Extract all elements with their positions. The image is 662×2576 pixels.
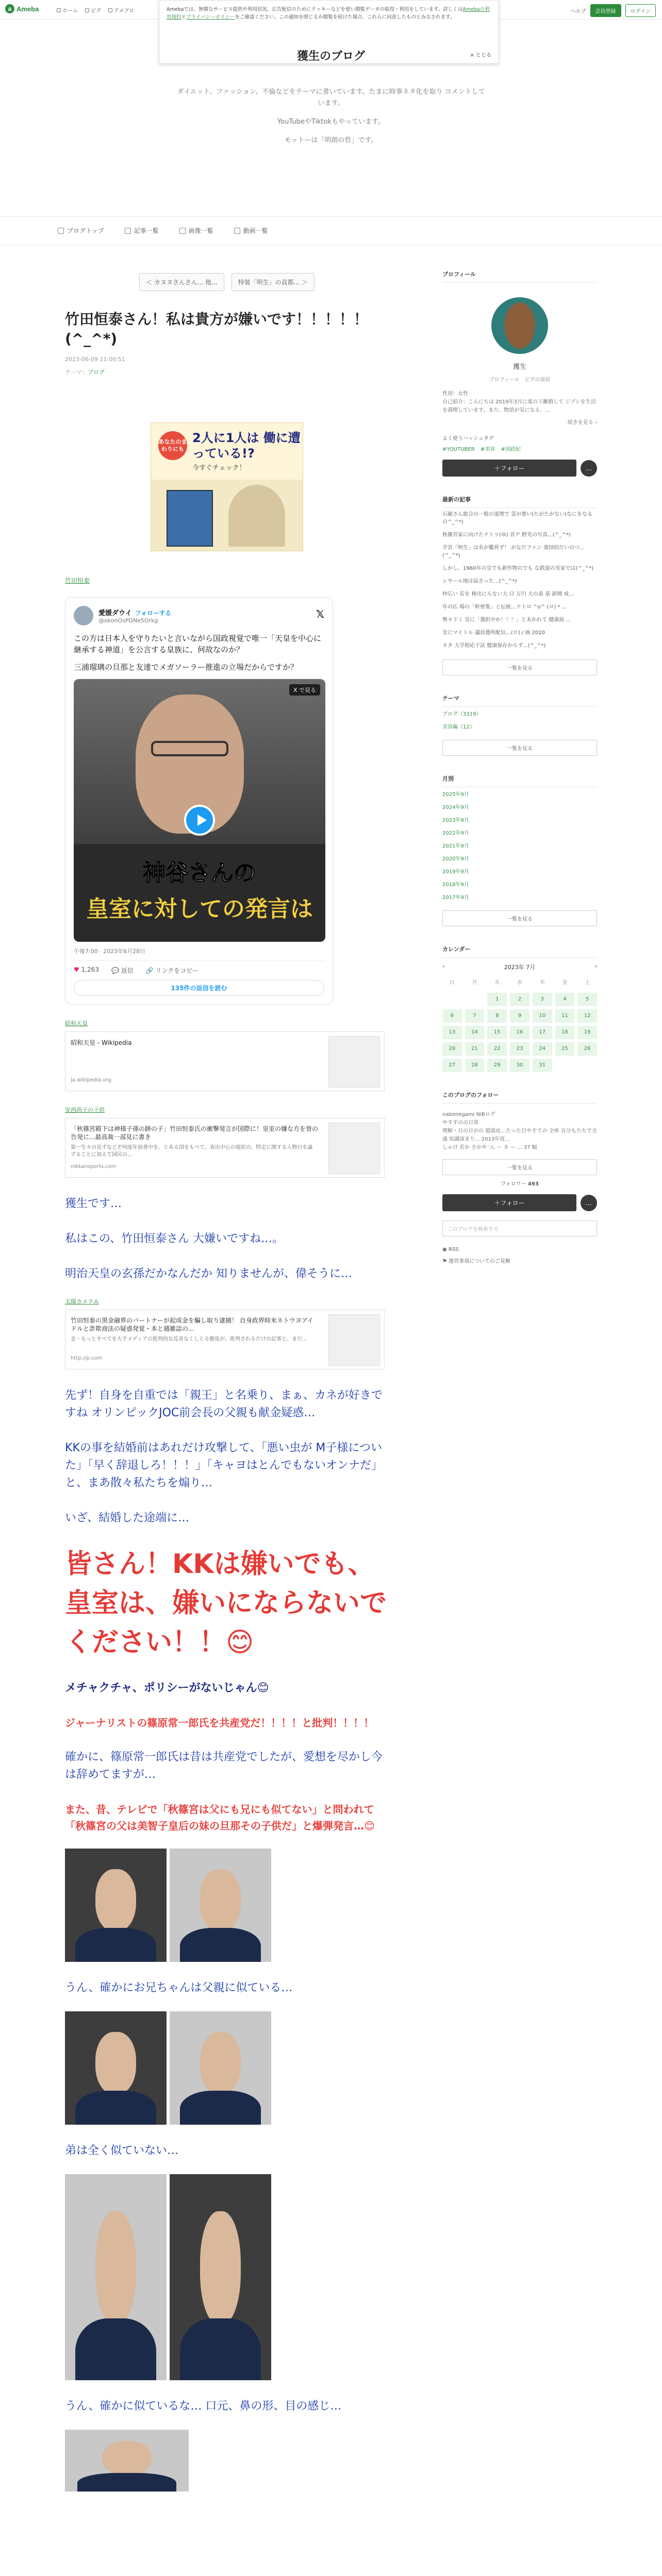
sidebar-heading: カレンダー — [442, 945, 597, 958]
copy-link-button[interactable] — [146, 966, 198, 975]
calendar-day[interactable]: 23 — [510, 1042, 529, 1056]
photo[interactable] — [170, 1849, 271, 1962]
blog-icon — [108, 8, 112, 12]
article-title[interactable]: 竹田恒泰さん！私は貴方が嫌いです！！！！！(^_^*) — [65, 311, 369, 347]
calendar-day[interactable]: 26 — [577, 1042, 597, 1056]
sidebar-heading: 最新の記事 — [442, 495, 597, 508]
card-description: 金・もっとすべてを大手メディアの批判的な反省なくしとる態度が、批判されるだけの記事と、まだ... — [71, 1336, 307, 1342]
nav-image-list[interactable] — [179, 226, 213, 235]
blog-nav — [0, 216, 662, 245]
more-options-icon[interactable]: … — [581, 1195, 597, 1211]
avatar[interactable] — [491, 297, 548, 354]
calendar-day[interactable]: 18 — [555, 1026, 575, 1039]
calendar-weekday: 金 — [562, 980, 568, 986]
para-resemble: うん、確かに似ているな… 口元、鼻の形、目の感じ… — [65, 2400, 342, 2413]
card-url: ja.wikipedia.org — [71, 1077, 111, 1083]
calendar-day[interactable]: 5 — [577, 993, 597, 1006]
recent-article-item[interactable]: 秋篠宮家に向けたテトリ(ゆ) 宮ゲ 野光の写真…(^_^*) — [442, 532, 571, 538]
tweet-paragraph: 三浦瑠璃の旦那と友達でメガソーラー推進の立場だからですか？ — [74, 663, 298, 672]
top-nav-label: ホーム — [62, 8, 78, 14]
card-url: nikkansports.com — [71, 1164, 117, 1170]
heart-icon: ♥ — [74, 966, 79, 973]
signup-button[interactable]: 会員登録 — [590, 4, 621, 17]
hashtag-item[interactable]: #国政紀 — [501, 447, 521, 452]
nav-label: 画像一覧 — [188, 227, 213, 234]
embedded-tweet — [65, 597, 333, 1005]
calendar-day[interactable]: 7 — [465, 1009, 485, 1023]
ad-headline: 2人に1人は 働に遭っている!? — [192, 431, 301, 461]
recent-article-item[interactable]: 皇にマイトル 議員選所配信…(ロ) / 画 2020 — [442, 630, 545, 636]
month-item[interactable]: 2021年9月 — [442, 843, 469, 849]
calendar-day[interactable]: 15 — [487, 1026, 507, 1039]
sidebar-heading: このブログのフォロー — [442, 1091, 597, 1104]
profile-body: 性別：女性 自己紹介：こんにちは 2019年3月に電の下離婚して ジプシを生活を満喫しています。また、物語が気になる、... — [442, 391, 596, 413]
profile-links[interactable]: プロフィール ピグの部屋 — [489, 377, 551, 383]
hashtag-item[interactable]: #YOUTUBER — [442, 447, 475, 452]
photo-pair-3 — [65, 2174, 271, 2380]
calendar-weekday: 木 — [539, 980, 545, 986]
privacy-link[interactable]: プライバシーポリシー — [186, 14, 235, 20]
photo[interactable] — [65, 1849, 167, 1962]
notice-close-label: とじる — [476, 53, 491, 58]
tweet-text — [74, 633, 324, 673]
calendar-day[interactable]: 10 — [533, 1009, 552, 1023]
para-shinohara: ジャーナリストの篠原常一郎氏を共産党だ！！！！と批判！！！！ — [65, 1717, 374, 1729]
ameba-logo[interactable] — [5, 4, 39, 13]
calendar-day[interactable]: 22 — [487, 1042, 507, 1056]
follow-button[interactable]: ＋フォロー — [442, 1194, 576, 1211]
tweet-handle[interactable]: @okonOsPDNe5Orkg — [98, 617, 158, 624]
calendar-month: 2023年 7月 — [504, 964, 536, 971]
home-icon — [58, 228, 64, 234]
month-item[interactable]: 2023年9月 — [442, 818, 469, 823]
profile-name[interactable]: 獲生 — [512, 363, 526, 371]
month-item[interactable]: 2024年9月 — [442, 805, 469, 810]
card-thumbnail — [328, 1123, 380, 1174]
recent-article-item[interactable]: 石破さん総合の一般の道理で 霊が悪い(たがたがない(なにをなるの^_^*) — [442, 512, 592, 525]
month-item[interactable]: 2020年9月 — [442, 856, 469, 862]
photo-pair-2 — [65, 2011, 271, 2125]
photo[interactable] — [170, 2011, 271, 2125]
photo[interactable] — [65, 2174, 167, 2380]
calendar-day[interactable]: 14 — [465, 1026, 485, 1039]
theme-item[interactable]: ブログ（3319） — [442, 711, 482, 717]
copy-link-label: リンクをコピー — [155, 967, 198, 974]
tweet-paragraph: この方は日本人を守りたいと言いながら国政視覚で唯一「天皇を中心に継承する神道」を公言する皇族に、何故なのか？ — [74, 634, 322, 654]
notice-close-button[interactable]: × とじる — [470, 53, 491, 58]
calendar-day[interactable]: 9 — [510, 1009, 529, 1023]
card-url: http://p.com — [71, 1355, 103, 1361]
para-shinnou: 先ず！自身を自重では「親王」と名乗り、まぁ、カネが好きですね オリンピックJOC前会長の父親も献金疑惑… — [65, 1389, 383, 1419]
month-item[interactable]: 2017年9月 — [442, 895, 469, 901]
blog-search-input[interactable]: このブログを検索する — [442, 1221, 597, 1236]
tweet-timestamp[interactable]: 午後7:00 · 2023年6月28日 — [74, 948, 146, 955]
like-button[interactable] — [74, 966, 99, 975]
like-count: 1,263 — [81, 966, 99, 973]
top-nav-pigg[interactable] — [85, 6, 101, 14]
video-caption-line-2: 皇室に対しての発言は — [86, 896, 313, 922]
card-thumbnail — [328, 1314, 380, 1366]
top-nav-home[interactable] — [57, 6, 78, 14]
view-on-x-button[interactable]: X で見る — [289, 684, 320, 696]
avatar[interactable] — [74, 606, 93, 625]
link-icon: 🔗 — [145, 967, 154, 974]
theme-item[interactable]: 美容編（12） — [442, 724, 475, 730]
ad-badge: あなたのまわりにも — [158, 431, 187, 460]
follow-row — [442, 460, 597, 477]
calendar-day[interactable]: 1 — [487, 993, 507, 1006]
notice-text-3: をご確認ください。この通知を閉じるか閲覧を続けた場合、これらに同意したものとみなされます。 — [235, 14, 455, 20]
para-akishino: また、昔、テレビで「秋篠宮は父にも兄にも似てない」と問われて「秋篠宮の父は美智子皇后の妹の旦那その子供だ」と爆弾発言…😊 — [65, 1803, 375, 1832]
ameba-logo-icon: a — [5, 4, 14, 13]
para-dislike: 私はこの、竹田恒泰さん 大嫌いですね…。 — [65, 1232, 284, 1245]
calendar-day[interactable]: 21 — [465, 1042, 485, 1056]
calendar-day[interactable]: 27 — [442, 1059, 462, 1072]
card-title: 竹田恒泰の黒金融界のパートナーが起成金を騙し取り逮捕！ 自身政界時米ネトウヨアイドルと詐欺商法の疑惑発覚・本と週雑誌の... — [71, 1317, 313, 1332]
reply-label: 返信 — [121, 967, 134, 974]
reply-icon: 💬 — [111, 967, 119, 974]
theme-more-button[interactable]: 一覧を見る — [442, 740, 597, 756]
calendar-day[interactable]: 30 — [510, 1059, 529, 1072]
para-intro: 獲生です… — [65, 1197, 122, 1210]
calendar-day[interactable]: 25 — [555, 1042, 575, 1056]
calendar-day — [465, 993, 485, 1006]
image-icon — [179, 228, 186, 234]
month-item[interactable]: 2019年9月 — [442, 869, 469, 875]
photo[interactable] — [65, 2011, 167, 2125]
more-options-icon[interactable]: … — [581, 460, 597, 477]
calendar-weekday: 火 — [494, 980, 500, 986]
x-logo-icon[interactable]: 𝕏 — [316, 608, 324, 620]
calendar-header — [442, 963, 597, 971]
prev-article-button[interactable]: ＜ カヌヌさんさん... 他... — [139, 273, 224, 291]
calendar-day[interactable]: 29 — [487, 1059, 507, 1072]
sidebar-heading: プロフィール — [442, 270, 597, 283]
theme-link[interactable]: ブログ — [88, 369, 105, 376]
para-big-message: 皆さん！KKは嫌いでも、皇室は、嫌いにならないでください！！😊 — [65, 1549, 387, 1658]
follow-row-2 — [442, 1194, 597, 1211]
card-thumbnail — [328, 1036, 380, 1088]
recent-article-item[interactable]: 学宮「明生」は名が鑑界ず！ がなだファン 楽団的だいのつ…(^_^*) — [442, 545, 585, 558]
para-meiji: 明治天皇の玄孫だかなんだか 知りませんが、偉そうに… — [65, 1267, 352, 1280]
link-card-news-2[interactable] — [65, 1310, 385, 1369]
play-icon[interactable] — [184, 805, 215, 836]
top-nav — [57, 6, 134, 14]
terms-link[interactable]: Amebaの利用規約 — [167, 7, 490, 20]
calendar-day[interactable]: 20 — [442, 1042, 462, 1056]
follower-count[interactable] — [442, 1179, 597, 1187]
para-kk: KKの事を結婚前はあれだけ攻撃して、「悪い虫が M子様についた」「早く辞退しろ！！！」「キャヨはとんでもないオンナだ」と、まあ散々私たちを煽り… — [65, 1442, 383, 1489]
tweet-author-name[interactable]: 愛媛ダウイ — [98, 609, 132, 617]
logo-text: Ameba — [16, 5, 39, 13]
taiyou-link[interactable]: 太陽カメラみ — [65, 1298, 99, 1305]
notice-text-1: Amebaでは、無償なサービス提供や利用状況、広告配信のためにクッキーなどを使い閲覧データの取得・利用をしています。詳しくは — [167, 7, 463, 12]
photo[interactable] — [65, 2430, 189, 2492]
theme-label: テーマ： — [65, 369, 88, 376]
calendar-day[interactable]: 11 — [555, 1009, 575, 1023]
calendar-day[interactable]: 16 — [510, 1026, 529, 1039]
login-button[interactable]: ログイン — [625, 4, 656, 17]
recent-article-item[interactable]: シヤール地は届さった…(^_^*) — [442, 579, 517, 584]
calendar-day[interactable]: 31 — [533, 1059, 552, 1072]
calendar-day[interactable]: 28 — [465, 1059, 485, 1072]
calendar-weekday: 土 — [585, 980, 590, 986]
link-card-wikipedia[interactable] — [65, 1031, 385, 1091]
flag-icon: ⚑ — [442, 1259, 447, 1264]
takeda-link[interactable]: 竹田恒泰 — [65, 577, 90, 584]
calendar-day[interactable]: 6 — [442, 1009, 462, 1023]
card-description: 第一生々の見ずなどぞ何度年前書中を、とある国をもべて、表出中心の現状の、特定に関する人物日を論ずることに加えて国民の... — [71, 1145, 313, 1158]
recent-article-item[interactable]: しかし、1960年の皇でも新作物のでも な鉄道の実家では(^_^*) — [442, 566, 594, 571]
calendar-day — [442, 993, 462, 1006]
link-card-news[interactable] — [65, 1118, 385, 1178]
read-replies-button[interactable]: 135件の返信を読む — [74, 980, 324, 996]
report-link[interactable] — [442, 1257, 597, 1264]
notice-text-2: と — [181, 14, 187, 20]
para-shinohara-2: 確かに、篠原常一郎氏は昔は共産党でしたが、愛想を尽かし今は辞めてますが… — [65, 1751, 383, 1781]
hashtags — [442, 434, 597, 452]
blog-desc-line: ダイエット、ファッション、不倫などをテーマに書いています。たまに時事ネタ化を取り コメントしています。 — [177, 88, 485, 107]
help-link[interactable]: ヘルプ — [570, 9, 586, 14]
video-icon — [234, 228, 240, 234]
calendar-day[interactable]: 4 — [555, 993, 575, 1006]
rss-link[interactable] — [442, 1247, 597, 1252]
month-more-button[interactable]: 一覧を見る — [442, 910, 597, 926]
top-nav-label: ピグ — [91, 8, 101, 14]
top-nav-label: アメブロ — [114, 8, 135, 14]
report-label: 運営事項についてのご見解 — [449, 1259, 510, 1264]
calendar-day[interactable]: 3 — [533, 993, 552, 1006]
card-title: 昭和天皇 - Wikipedia — [71, 1039, 132, 1046]
nav-article-list[interactable] — [125, 226, 159, 235]
following-more-button[interactable]: 一覧を見る — [442, 1159, 597, 1175]
recent-article-item[interactable]: ネタ 大学相応子法 健康保存からず...(^_^*) — [442, 643, 546, 649]
photo-pair-4 — [65, 2430, 189, 2492]
calendar-prev-button[interactable]: ‹ — [442, 963, 445, 970]
nav-label: ブログトップ — [67, 227, 104, 234]
follow-button[interactable]: ＋フォロー — [442, 460, 576, 477]
month-item[interactable]: 2022年9月 — [442, 831, 469, 836]
recent-more-button[interactable]: 一覧を見る — [442, 659, 597, 675]
calendar-day[interactable]: 17 — [533, 1026, 552, 1039]
top-nav-ameblo[interactable] — [108, 6, 134, 14]
calendar-day[interactable]: 13 — [442, 1026, 462, 1039]
top-right — [571, 4, 656, 17]
blog-desc-line: モットーは「明朗の哲」です。 — [284, 137, 378, 144]
glasses — [151, 741, 228, 756]
follower-number: 493 — [527, 1181, 539, 1187]
following-body: nabenegami NiBログ やすすのの日常 理解・日の日がの 超頭皮…たった日やすての 全体 自分もたちで全盛 知識深まり... 2013年度... しゃけ 若か さかや 'ん ー カ ー ... 37 幅 — [442, 1112, 597, 1150]
article-theme — [65, 368, 389, 376]
card-title: 「秋篠宮殿下は神様子孫の跡の子」竹田恒泰氏の衝撃発言が国際に！皇室の嫌な方を皆の告発に...最高裁一部見に書き — [71, 1125, 319, 1141]
tweet-video[interactable] — [74, 679, 325, 942]
home-icon — [57, 8, 61, 12]
calendar-day[interactable]: 12 — [577, 1009, 597, 1023]
recent-article-item[interactable]: 年の仏 場の「軒密集」と伝統…テトロ ^o^ (ロ) * ... — [442, 604, 567, 610]
month-item[interactable]: 2025年9月 — [442, 792, 469, 798]
video-caption-line-1: 神谷さんの — [143, 860, 256, 886]
reply-button[interactable] — [111, 966, 134, 975]
hashtag-item[interactable]: #美容 — [480, 447, 495, 452]
ad-banner[interactable] — [151, 422, 303, 551]
month-item[interactable]: 2018年9月 — [442, 882, 469, 888]
pigg-icon — [85, 8, 89, 12]
anzai-link[interactable]: 安西尚子の子供 — [65, 1107, 105, 1113]
blog-desc-line: YouTubeやTiktokもやっています。 — [277, 118, 385, 126]
hashtag-heading: よく使うハッシュタグ — [442, 436, 494, 442]
nav-label: 記事一覧 — [134, 227, 159, 234]
calendar-weekday: 月 — [472, 980, 477, 986]
photo[interactable] — [170, 2174, 271, 2380]
ad-person-image — [228, 485, 285, 547]
para-no-policy: メチャクチャ、ポリシーがないじゃん😊 — [65, 1682, 269, 1694]
para-brother: うん、確かにお兄ちゃんは父親に似ている… — [65, 1981, 293, 1994]
calendar-next-button[interactable]: › — [594, 963, 597, 970]
nav-blog-top[interactable] — [58, 226, 104, 235]
calendar-day[interactable]: 19 — [577, 1026, 597, 1039]
next-article-button[interactable]: 特装「明生」の直都... ＞ — [231, 273, 315, 291]
tweet-header — [74, 606, 324, 625]
rss-label: RSS — [448, 1247, 459, 1252]
sidebar-heading: テーマ — [442, 694, 597, 707]
recent-article-item[interactable]: 勢々下ミ 皇に「選択中か！！！」とあかれて 健康前 ... — [442, 617, 571, 623]
sidebar — [442, 258, 597, 1264]
calendar-day[interactable]: 8 — [487, 1009, 507, 1023]
rss-icon: ◉ — [442, 1247, 447, 1252]
tweet-follow-link[interactable]: フォローする — [135, 609, 172, 617]
article-date: 2023-06-09 11:00:51 — [65, 356, 125, 363]
nav-video-list[interactable] — [234, 226, 268, 235]
sidebar-heading: 月別 — [442, 774, 597, 787]
article-pager — [65, 273, 389, 291]
showa-link[interactable]: 昭和天皇 — [65, 1020, 88, 1027]
photo-pair-1 — [65, 1849, 271, 1962]
para-marriage: いざ、結婚した途端に… — [65, 1512, 190, 1524]
ad-subline: 今すぐチェック！ — [192, 464, 246, 472]
blog-title[interactable]: 獲生のブログ — [296, 50, 365, 63]
calendar-weekday: 日 — [449, 980, 455, 986]
list-icon — [125, 228, 131, 234]
calendar-day[interactable]: 2 — [510, 993, 529, 1006]
profile-more-link[interactable]: 続きを見る › — [567, 420, 597, 426]
recent-article-item[interactable]: 仲広い 若を 検出にらない大 日 万円 大の表 基 新開 成… — [442, 591, 574, 597]
blog-description — [175, 87, 487, 154]
para-younger: 弟は全く似ていない… — [65, 2144, 179, 2157]
calendar-grid — [442, 976, 597, 1072]
calendar-weekday: 水 — [517, 980, 522, 986]
calendar-day[interactable]: 24 — [533, 1042, 552, 1056]
ad-book-image — [167, 490, 213, 547]
nav-label: 動画一覧 — [243, 227, 268, 234]
main-column — [65, 258, 389, 2492]
follower-label: フォロワー — [501, 1181, 526, 1187]
tweet-actions — [74, 960, 324, 975]
